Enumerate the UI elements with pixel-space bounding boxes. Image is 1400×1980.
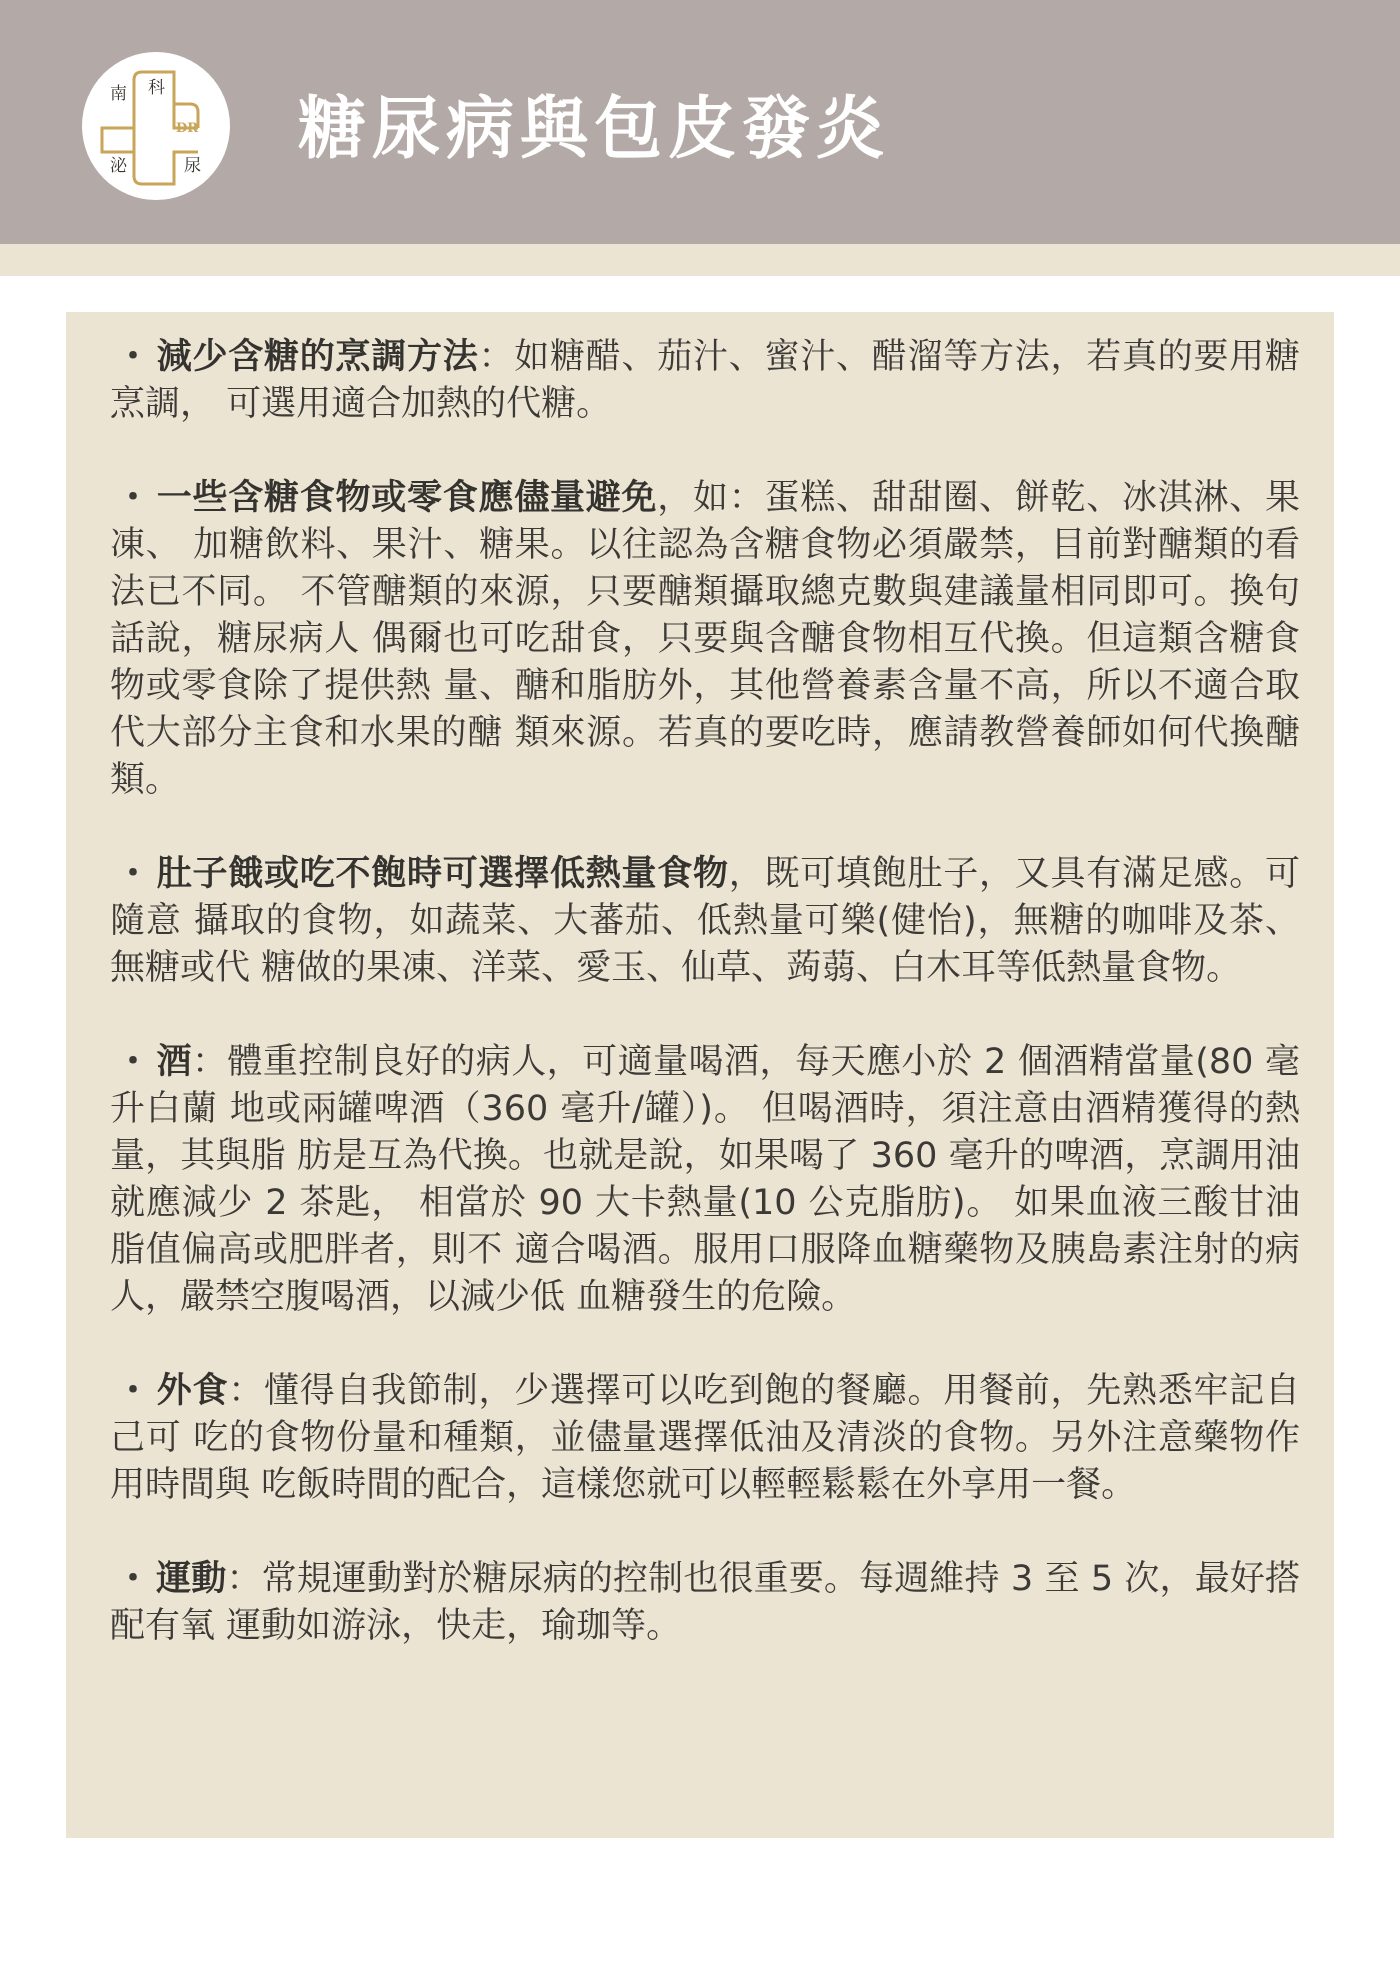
advice-item-dining-out — [110, 1368, 1300, 1509]
item-body: ：如糖醋、茄汁、蜜汁、醋溜等方法，若真的要用糖烹調， 可選用適合加熱的代糖。 — [110, 337, 1300, 424]
item-body: ：懂得自我節制，少選擇可以吃到飽的餐廳。用餐前，先熟悉牢記自己可 吃的食物份量和種類，並儘量選擇低油及清淡的食物。另外注意藥物作用時間與 吃飯時間的配合，這樣您就可以輕輕鬆鬆在外享用一餐。 — [110, 1371, 1300, 1505]
item-body: ，如：蛋糕、甜甜圈、餅乾、冰淇淋、果凍、 加糖飲料、果汁、糖果。以往認為含糖食物必須嚴禁，目前對醣類的看法已不同。 不管醣類的來源，只要醣類攝取總克數與建議量相同即可。換句話說，糖尿病人 偶爾也可吃甜食，只要與含醣食物相互代換。但這類含糖食物或零食除了提供熱 量、醣和脂肪外，其他營養素含量不高，所以不適合取代大部分主食和水果的醣 類來源。若真的要吃時，應請教營養師如何代換醣類。 — [110, 478, 1300, 800]
bullet-icon: ・ — [115, 854, 151, 894]
bullet-icon: ・ — [115, 478, 151, 518]
logo-char-3: 泌 — [110, 156, 127, 176]
item-heading: 酒 — [156, 1042, 192, 1082]
clinic-logo — [82, 52, 230, 200]
header-stripe — [0, 244, 1400, 276]
logo-badge: DR — [176, 121, 199, 136]
item-body: ，既可填飽肚子，又具有滿足感。可隨意 攝取的食物，如蔬菜、大蕃茄、低熱量可樂(健怡)，無糖的咖啡及茶、無糖或代 糖做的果凍、洋菜、愛玉、仙草、蒟蒻、白木耳等低熱量食物。 — [110, 854, 1300, 988]
logo-char-2: 科 — [148, 78, 165, 98]
item-heading: 一些含糖食物或零食應儘量避免 — [156, 478, 658, 518]
logo-cross-icon — [82, 52, 230, 200]
advice-item-cooking — [110, 334, 1300, 428]
advice-item-snacks — [110, 475, 1300, 804]
advice-list — [110, 334, 1300, 1697]
advice-item-alcohol — [110, 1039, 1300, 1321]
bullet-icon: ・ — [115, 337, 151, 377]
item-heading: 肚子餓或吃不飽時可選擇低熱量食物 — [156, 854, 729, 894]
advice-item-exercise — [110, 1556, 1300, 1650]
page-title: 糖尿病與包皮發炎 — [298, 90, 891, 169]
bullet-icon: ・ — [115, 1042, 151, 1082]
item-body: ：體重控制良好的病人，可適量喝酒，每天應小於 2 個酒精當量(80 毫升白蘭 地或兩罐啤酒（360 毫升/罐）)。 但喝酒時，須注意由酒精獲得的熱量，其與脂 肪是互為代換。也就是說，如果喝了 360 毫升的啤酒，烹調用油就應減少 2 茶匙， 相當於 90 大卡熱量(10 公克脂肪)。 如果血液三酸甘油脂值偏高或肥胖者，則不 適合喝酒。服用口服降血糖藥物及胰島素注射的病人，嚴禁空腹喝酒，以減少低 血糖發生的危險。 — [110, 1042, 1300, 1317]
advice-item-hunger — [110, 851, 1300, 992]
logo-char-4: 尿 — [184, 156, 201, 176]
item-heading: 運動 — [156, 1559, 227, 1599]
bullet-icon: ・ — [115, 1371, 151, 1411]
item-heading: 減少含糖的烹調方法 — [156, 337, 479, 377]
logo-char-1: 南 — [110, 84, 127, 104]
item-body: ：常規運動對於糖尿病的控制也很重要。每週維持 3 至 5 次，最好搭配有氧 運動如游泳，快走，瑜珈等。 — [110, 1559, 1300, 1646]
bullet-icon: ・ — [115, 1559, 151, 1599]
item-heading: 外食 — [156, 1371, 229, 1411]
